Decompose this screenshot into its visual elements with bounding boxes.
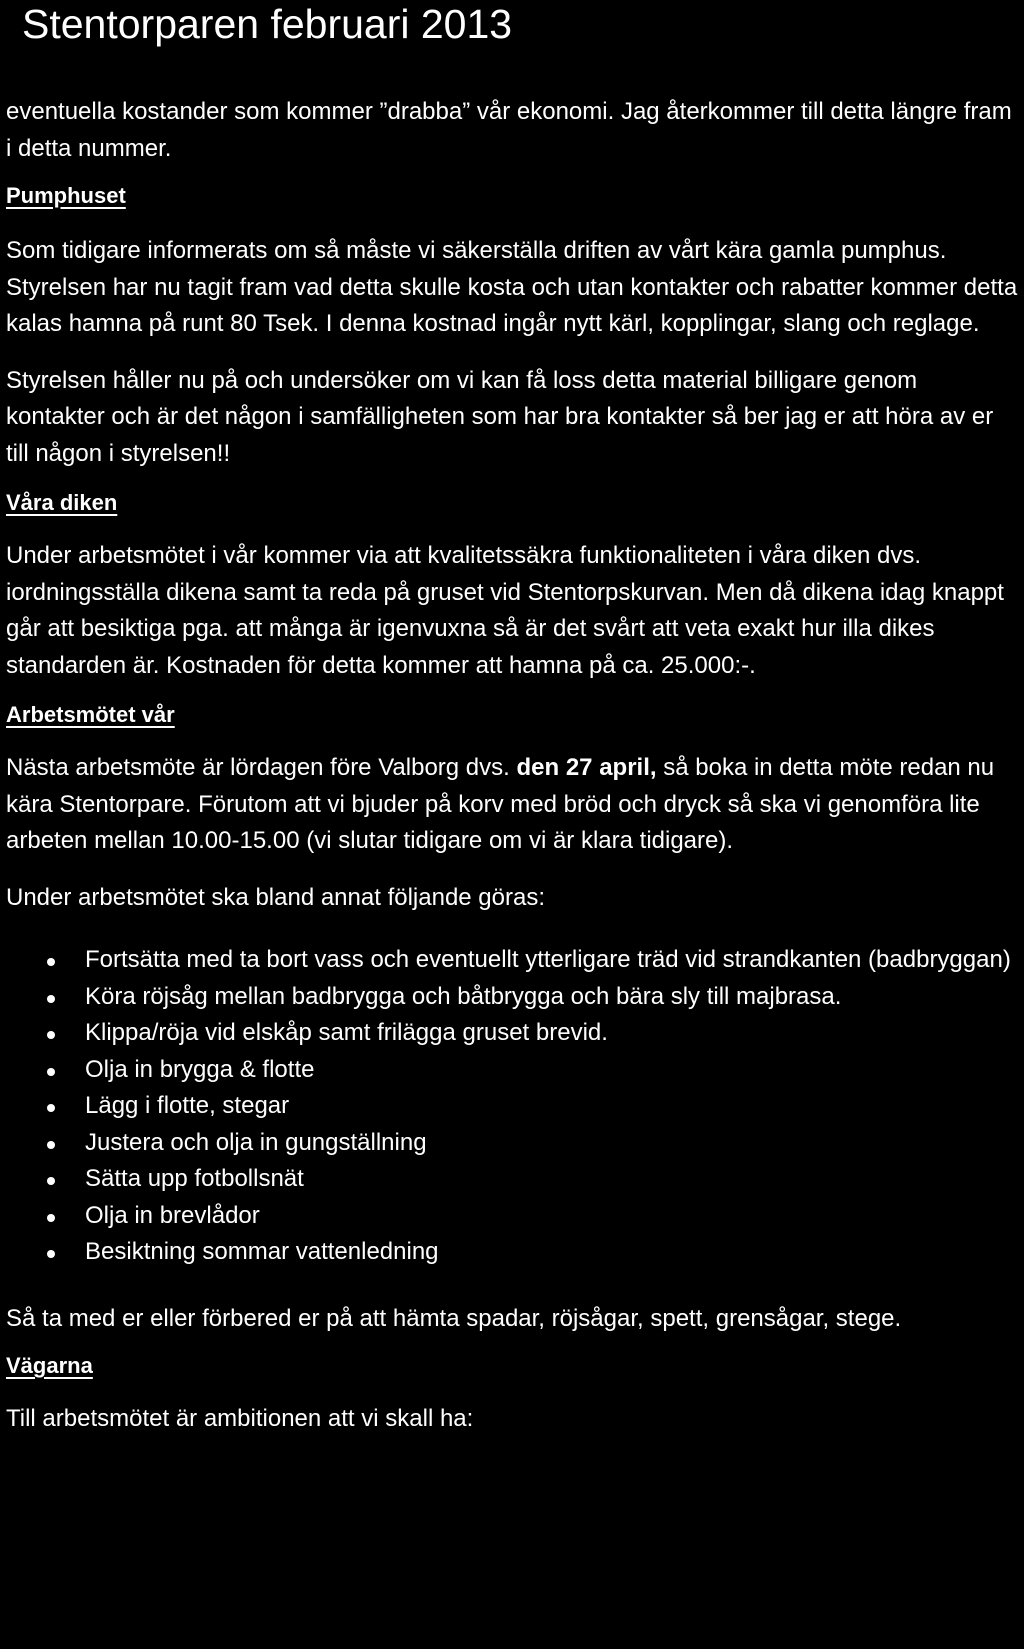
- list-item: [6, 1088, 1018, 1125]
- heading-arbetsmotet: Arbetsmötet vår: [6, 702, 175, 727]
- task-list: [6, 942, 1018, 1271]
- arbetsmotet-paragraph-1: [6, 750, 1018, 860]
- arbetsmotet-date: den 27 april,: [516, 754, 657, 781]
- list-item-text: Klippa/röja vid elskåp samt frilägga gruset brevid.: [85, 1019, 608, 1046]
- list-item-text: Fortsätta med ta bort vass och eventuellt ytterligare träd vid strandkanten (badbryggan): [85, 946, 1011, 973]
- vara-diken-paragraph: Under arbetsmötet i vår kommer via att kvalitetssäkra funktionaliteten i våra diken dvs. iordningsställa dikena samt ta reda på gruset vid Stentorpskurvan. Men då dikena idag knappt går att besiktiga pga. att många är igenvuxna så är det svårt att veta exakt hur illa dikes standarden är. Kostnaden för detta kommer att hamna på ca. 25.000:-.: [6, 542, 1004, 679]
- arbetsmotet-paragraph-3: Så ta med er eller förbered er på att hämta spadar, röjsågar, spett, grensågar, stege.: [6, 1304, 902, 1332]
- document-page: [6, 0, 1018, 1438]
- heading-pumphuset: Pumphuset: [6, 183, 126, 208]
- list-item: [6, 979, 1018, 1016]
- bullet-icon: [47, 995, 55, 1003]
- bullet-icon: [47, 1068, 55, 1076]
- list-item: [6, 1015, 1018, 1052]
- list-item-text: Lägg i flotte, stegar: [85, 1092, 290, 1119]
- list-item-text: Besiktning sommar vattenledning: [85, 1238, 439, 1265]
- list-item-text: Olja in brevlådor: [85, 1201, 260, 1229]
- bullet-icon: [47, 1031, 55, 1039]
- intro-paragraph: eventuella kostander som kommer ”drabba” vår ekonomi. Jag återkommer till detta längre fram i detta nummer.: [6, 98, 1012, 162]
- list-item-text: Sätta upp fotbollsnät: [85, 1165, 304, 1192]
- page-title: Stentorparen februari 2013: [22, 1, 513, 47]
- bullet-icon: [47, 1250, 55, 1258]
- list-item-text: Köra röjsåg mellan badbrygga och båtbrygga och bära sly till majbrasa.: [85, 982, 842, 1010]
- bullet-icon: [47, 958, 55, 966]
- arbetsmotet-text-after: så boka in detta möte redan nu kära Stentorpare. Förutom att vi bjuder på korv med bröd och dryck så ska vi genomföra lite arbeten mellan 10.00-15.00 (vi slutar tidigare om vi är klara tidigare).: [6, 754, 995, 854]
- arbetsmotet-paragraph-2: Under arbetsmötet ska bland annat följande göras:: [6, 883, 546, 911]
- bullet-icon: [47, 1177, 55, 1185]
- arbetsmotet-text-before: Nästa arbetsmöte är lördagen före Valborg dvs.: [6, 754, 517, 781]
- list-item: [6, 1161, 1018, 1198]
- list-item: [6, 942, 1018, 979]
- vagarna-paragraph: Till arbetsmötet är ambitionen att vi skall ha:: [6, 1405, 474, 1432]
- list-item-text: Justera och olja in gungställning: [85, 1128, 427, 1156]
- list-item-text: Olja in brygga & flotte: [85, 1055, 315, 1083]
- list-item: [6, 1052, 1018, 1089]
- list-item: [6, 1234, 1018, 1271]
- pumphuset-paragraph-2: Styrelsen håller nu på och undersöker om vi kan få loss detta material billigare genom kontakter och är det någon i samfälligheten som har bra kontakter så ber jag er att höra av er till någon i styrelsen!!: [6, 366, 994, 467]
- list-item: [6, 1125, 1018, 1162]
- pumphuset-paragraph-1: Som tidigare informerats om så måste vi säkerställa driften av vårt kära gamla pumphus. Styrelsen har nu tagit fram vad detta skulle kosta och utan kontakter och rabatter kommer detta kalas hamna på runt 80 Tsek. I denna kostnad ingår nytt kärl, kopplingar, slang och reglage.: [6, 237, 1018, 337]
- bullet-icon: [47, 1104, 55, 1112]
- list-item: [6, 1198, 1018, 1235]
- heading-vara-diken: Våra diken: [6, 490, 118, 515]
- bullet-icon: [47, 1141, 55, 1149]
- heading-vagarna: Vägarna: [6, 1353, 93, 1378]
- bullet-icon: [47, 1214, 55, 1222]
